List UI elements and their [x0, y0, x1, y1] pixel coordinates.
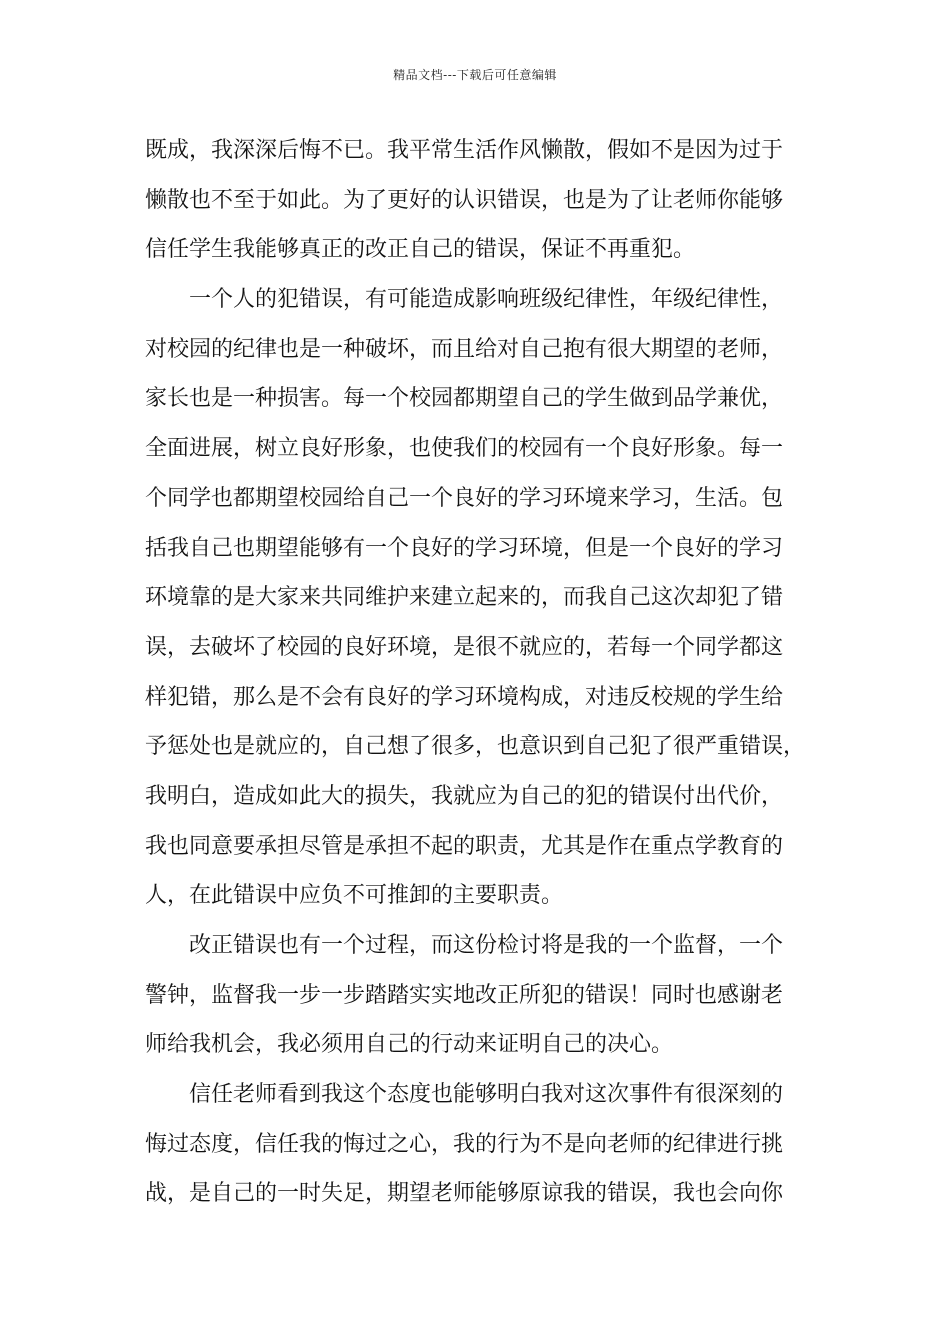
text-line: 家长也是一种损害。每一个校园都期望自己的学生做到品学兼优， — [145, 386, 784, 412]
text-line: 战，是自己的一时失足，期望老师能够原谅我的错误，我也会向你 — [145, 1181, 784, 1207]
text-line: 人，在此错误中应负不可推卸的主要职责。 — [145, 883, 564, 909]
text-line: 个同学也都期望校园给自己一个良好的学习环境来学习，生活。包 — [145, 485, 784, 511]
text-line: 我也同意要承担尽管是承担不起的职责，尤其是作在重点学教育的 — [145, 833, 784, 859]
text-line: 懒散也不至于如此。为了更好的认识错误，也是为了让老师你能够 — [145, 187, 784, 213]
text-line: 全面进展，树立良好形象，也使我们的校园有一个良好形象。每一 — [145, 436, 784, 462]
text-line: 师给我机会，我必须用自己的行动来证明自己的决心。 — [145, 1032, 674, 1058]
text-line: 予惩处也是就应的，自己想了很多，也意识到自己犯了很严重错误， — [145, 734, 806, 760]
page-header: 精品文档---下载后可任意编辑 — [393, 68, 557, 82]
text-line: 括我自己也期望能够有一个良好的学习环境，但是一个良好的学习 — [145, 535, 784, 561]
paragraph-2 — [145, 275, 825, 921]
text-line: 环境靠的是大家来共同维护来建立起来的，而我自己这次却犯了错 — [145, 585, 784, 611]
paragraph-1 — [145, 126, 825, 275]
text-line: 既成，我深深后悔不已。我平常生活作风懒散，假如不是因为过于 — [145, 138, 784, 163]
text-line: 警钟，监督我一步一步踏踏实实地改正所犯的错误！同时也感谢老 — [145, 982, 784, 1008]
text-line: 改正错误也有一个过程，而这份检讨将是我的一个监督，一个 — [189, 933, 784, 958]
text-line: 信任学生我能够真正的改正自己的错误，保证不再重犯。 — [145, 237, 696, 263]
paragraph-3 — [145, 921, 825, 1070]
text-line: 我明白，造成如此大的损失，我就应为自己的犯的错误付出代价， — [145, 783, 784, 809]
document-body — [145, 126, 825, 1219]
text-line: 样犯错，那么是不会有良好的学习环境构成，对违反校规的学生给 — [145, 684, 784, 710]
text-line: 信任老师看到我这个态度也能够明白我对这次事件有很深刻的 — [189, 1082, 784, 1108]
text-line: 对校园的纪律也是一种破坏，而且给对自己抱有很大期望的老师， — [145, 336, 784, 362]
text-line: 一个人的犯错误，有可能造成影响班级纪律性，年级纪律性， — [189, 287, 784, 313]
text-line: 误，去破坏了校园的良好环境，是很不就应的，若每一个同学都这 — [145, 634, 784, 660]
text-line: 悔过态度，信任我的悔过之心，我的行为不是向老师的纪律进行挑 — [145, 1131, 784, 1157]
paragraph-4 — [145, 1070, 825, 1219]
